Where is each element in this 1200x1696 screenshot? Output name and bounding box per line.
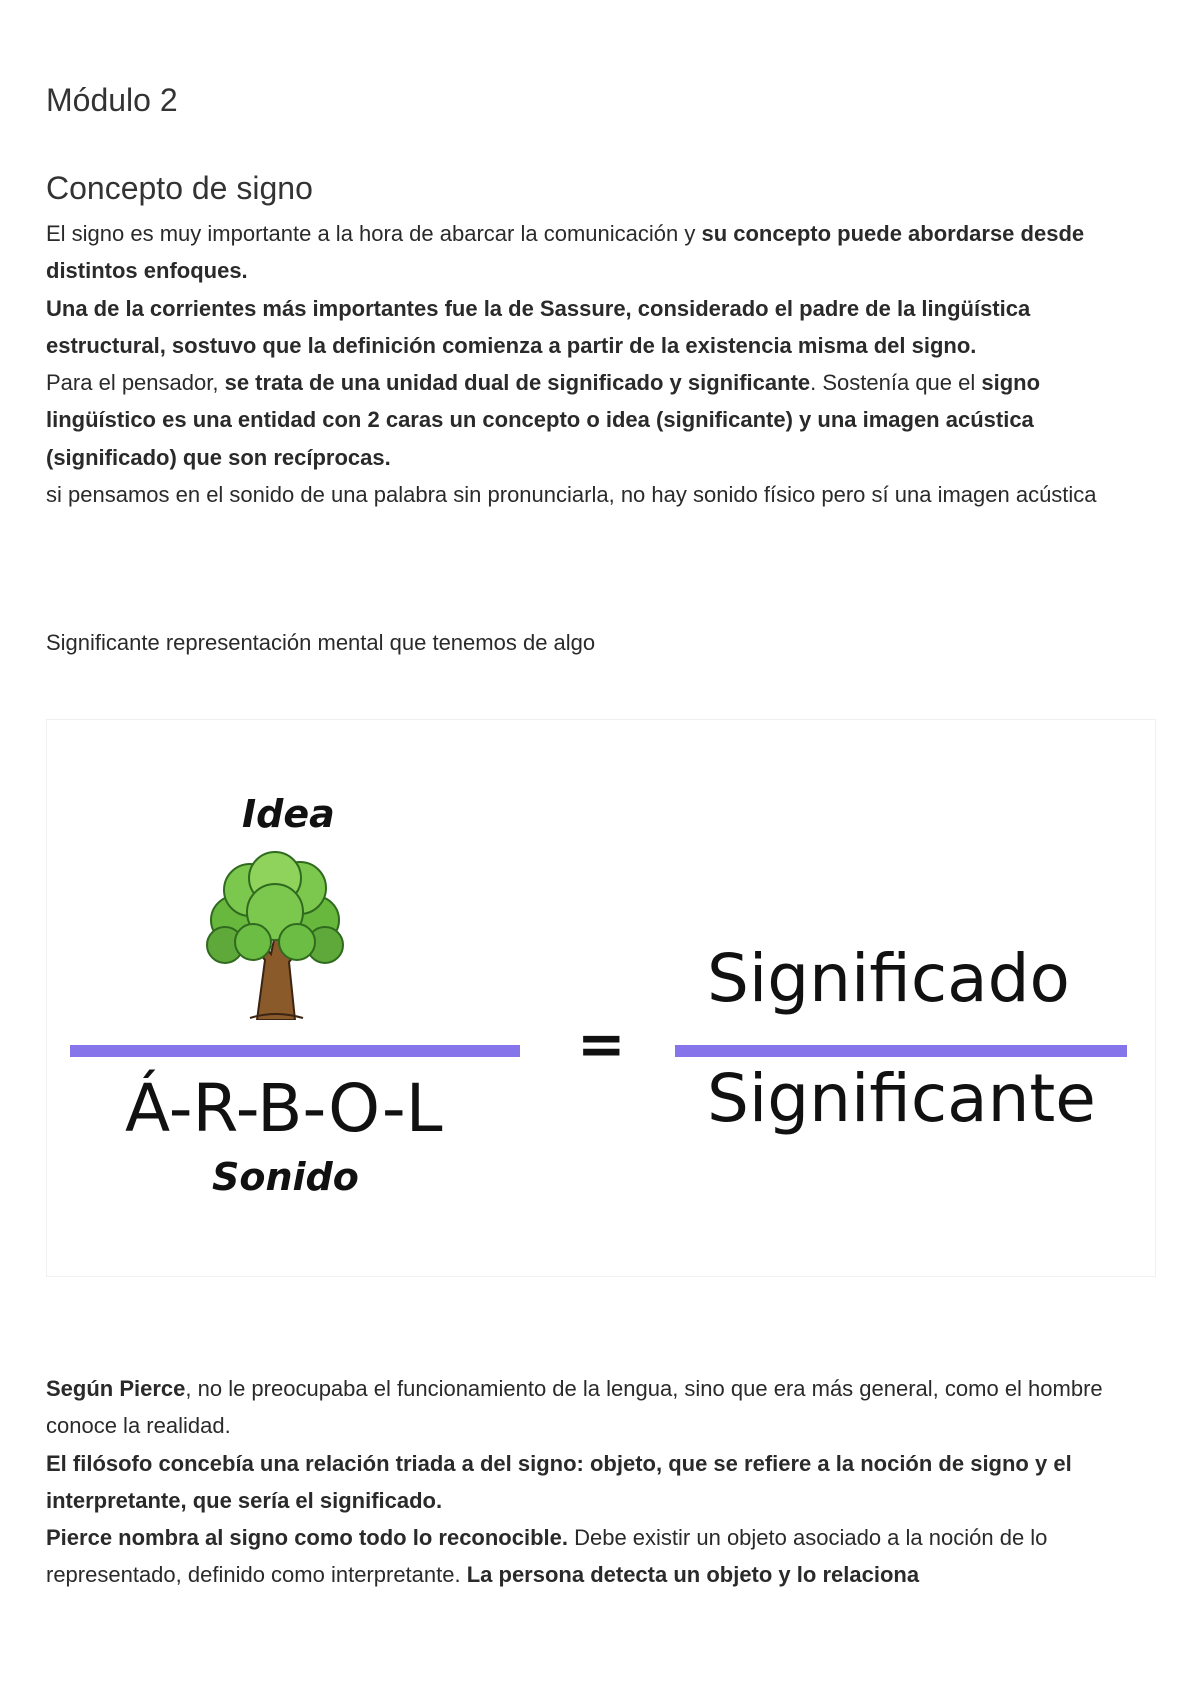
- text-run: , no le preocupaba el funcionamiento de la lengua, sino que era más general, como el hombre conoce la realidad.: [46, 1376, 1103, 1439]
- text-run: El signo es muy importante a la hora de abarcar la comunicación y: [46, 221, 702, 246]
- bold-text-run: Según Pierce: [46, 1376, 186, 1401]
- tree-icon: [195, 850, 355, 1020]
- denominator-label: Significante: [707, 1060, 1096, 1137]
- sound-label: Sonido: [212, 1155, 359, 1199]
- sign-diagram-figure: [46, 719, 1156, 1277]
- text-run: . Sostenía que el: [810, 370, 982, 396]
- fraction-bar-right: [675, 1045, 1127, 1057]
- definition-text: [46, 624, 1156, 661]
- bold-text-run: .: [384, 444, 391, 470]
- module-title: Módulo 2: [46, 82, 178, 118]
- paragraph: [46, 1519, 1156, 1594]
- bold-text-run: La persona detecta un objeto y lo relaciona: [466, 1562, 920, 1588]
- bold-text-run: signo lingüístico es una entidad con 2 caras un concepto o idea (significante) y una imagen acústica (significado) que son recíprocas: [46, 370, 1041, 470]
- intro-text: [46, 215, 1156, 513]
- bold-text-run: se trata de una unidad dual de significado y significante: [224, 370, 811, 396]
- section-title: Concepto de signo: [46, 170, 313, 206]
- bold-text-run: Pierce nombra al signo como todo lo reconocible.: [46, 1525, 568, 1551]
- idea-label: Idea: [242, 792, 335, 836]
- text-run: Debe existir un objeto asociado a la noción de lo representado, definido como interpretante.: [46, 1525, 1048, 1588]
- text-run: Para el pensador,: [46, 370, 225, 396]
- fraction-bar-left: [70, 1045, 520, 1057]
- paragraph: [46, 1370, 1156, 1445]
- word-label: Á-R-B-O-L: [125, 1070, 443, 1147]
- equals-sign: =: [577, 1010, 626, 1078]
- paragraph: Significante representación mental que tenemos de algo: [46, 630, 596, 655]
- pierce-text: [46, 1370, 1156, 1594]
- bold-text-run: su concepto puede abordarse desde distintos enfoques.: [46, 221, 1085, 284]
- paragraph: Una de la corrientes más importantes fue la de Sassure, considerado el padre de la lingüística estructural, sostuvo que la definición comienza a partir de la existencia misma del signo.: [46, 295, 1031, 358]
- numerator-label: Significado: [707, 940, 1070, 1017]
- paragraph: [46, 364, 1156, 476]
- paragraph: [46, 215, 1156, 290]
- paragraph: si pensamos en el sonido de una palabra sin pronunciarla, no hay sonido físico pero sí una imagen acústica: [46, 482, 1097, 508]
- paragraph: El filósofo concebía una relación triada a del signo: objeto, que se refiere a la noción de signo y el interpretante, que sería el significado.: [46, 1450, 1072, 1513]
